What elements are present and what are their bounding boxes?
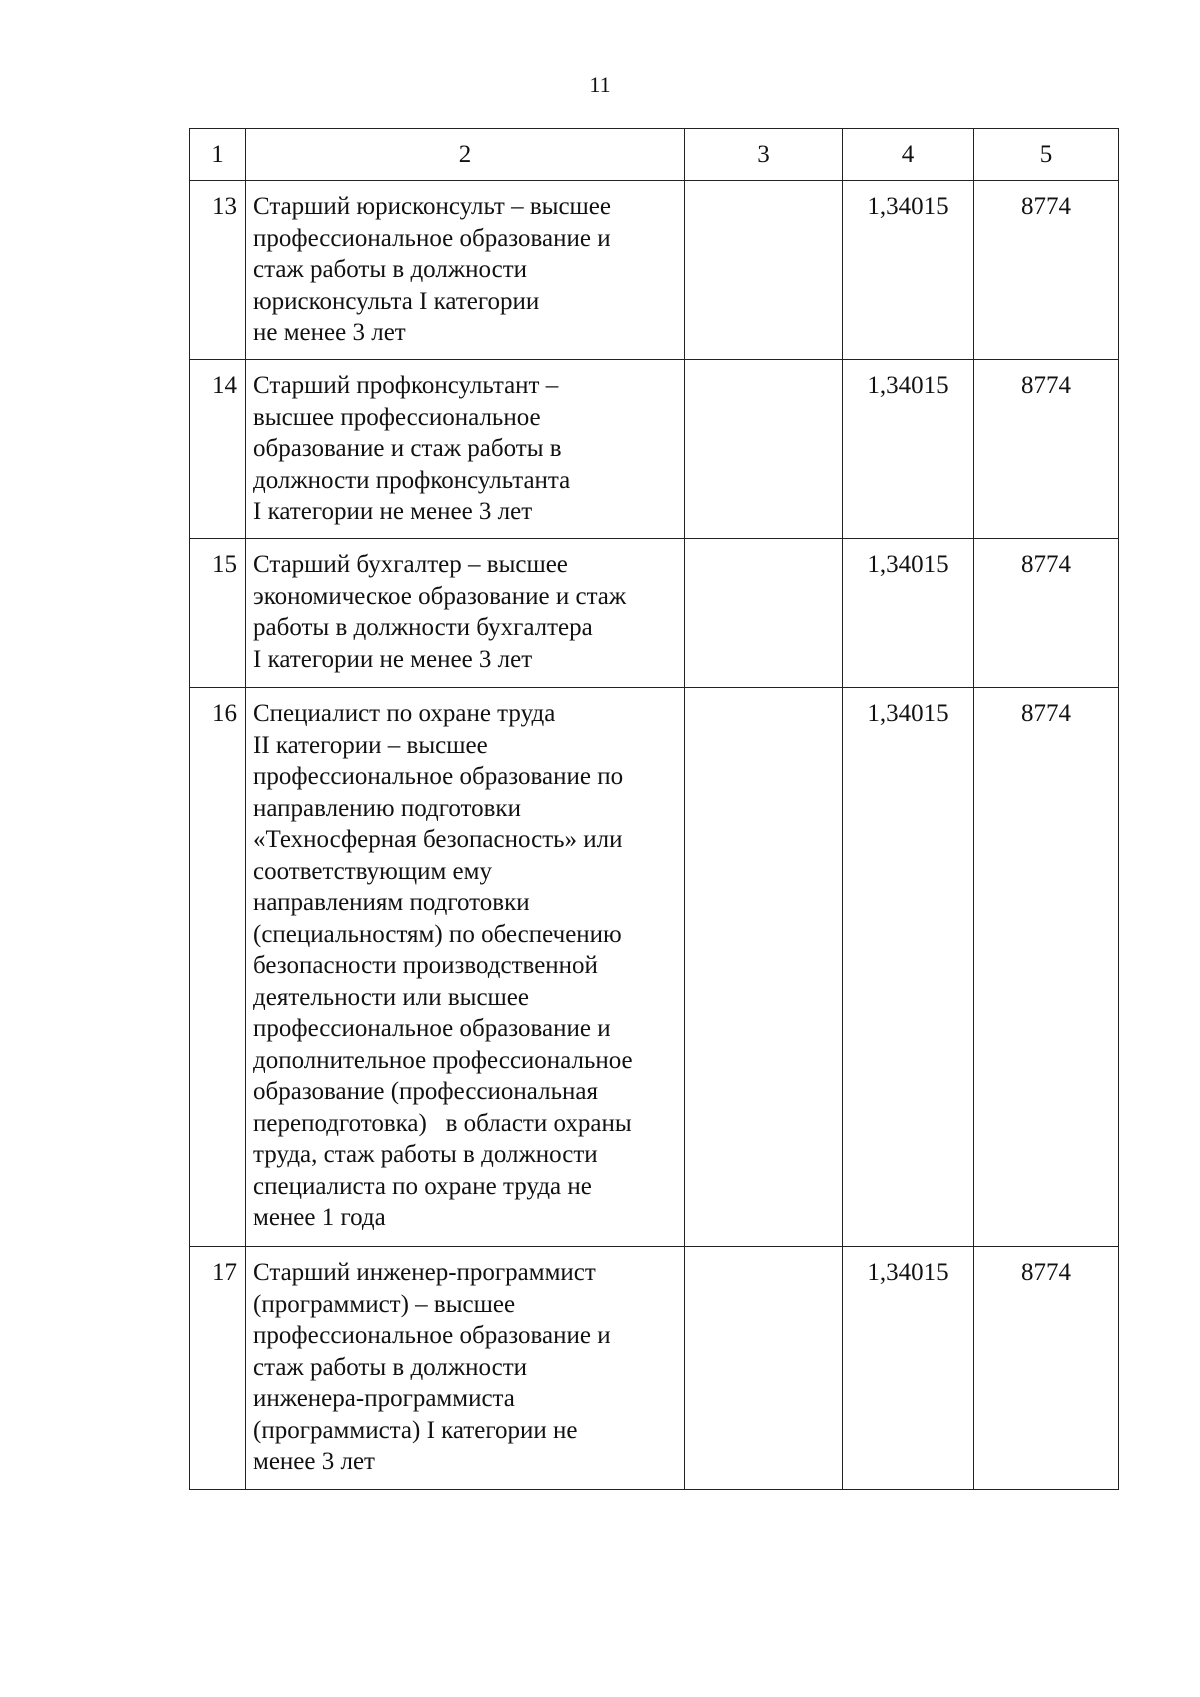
description-line: должности профконсультанта (253, 466, 571, 494)
description-line: соответствующим ему (253, 857, 492, 885)
description-line: профессиональное образование и (253, 224, 611, 252)
salary: 8774 (974, 181, 1119, 360)
description-line: безопасности производственной (253, 952, 598, 979)
description-line: направлениям подготовки (253, 889, 530, 916)
description-line: деятельности или высшее (253, 983, 529, 1011)
table-row (190, 1247, 1119, 1490)
table-row (190, 688, 1119, 1247)
description-line: переподготовка) в области охраны (253, 1109, 632, 1137)
position-description (246, 688, 685, 1247)
empty-cell (685, 181, 843, 360)
row-number: 14 (190, 360, 246, 539)
description-line: высшее профессиональное (253, 403, 541, 431)
header-col-3: 3 (685, 129, 843, 181)
description-line: юрисконсульта I категории (253, 287, 540, 315)
description-line: дополнительное профессиональное (253, 1046, 633, 1074)
coefficient: 1,34015 (843, 1247, 974, 1490)
description-line: образование (профессиональная (253, 1078, 598, 1105)
description-line: работы в должности бухгалтера (253, 614, 593, 641)
description-line: (программист) – высшее (253, 1290, 516, 1318)
description-line: I категории не менее 3 лет (253, 645, 533, 673)
description-line: менее 3 лет (253, 1448, 375, 1475)
description-line: направлению подготовки (253, 794, 521, 822)
description-line: инженера-программиста (253, 1385, 515, 1412)
position-description (246, 181, 685, 360)
description-line: образование и стаж работы в (253, 435, 562, 462)
description-line: Специалист по охране труда (253, 700, 556, 727)
empty-cell (685, 688, 843, 1247)
coefficient: 1,34015 (843, 181, 974, 360)
description-line: Старший юрисконсульт – высшее (253, 193, 611, 220)
empty-cell (685, 1247, 843, 1490)
row-number: 16 (190, 688, 246, 1247)
coefficient: 1,34015 (843, 688, 974, 1247)
description-line: (программиста) I категории не (253, 1416, 578, 1444)
description-line: Старший профконсультант – (253, 372, 559, 399)
description-line: профессиональное образование по (253, 763, 624, 790)
description-line: Старший инженер-программист (253, 1259, 596, 1286)
row-number: 15 (190, 539, 246, 688)
description-line: стаж работы в должности (253, 256, 527, 283)
header-col-4: 4 (843, 129, 974, 181)
position-description (246, 539, 685, 688)
description-line: труда, стаж работы в должности (253, 1141, 598, 1168)
coefficient: 1,34015 (843, 360, 974, 539)
description-line: менее 1 года (253, 1204, 386, 1231)
description-line: I категории не менее 3 лет (253, 498, 533, 525)
description-line: профессиональное образование и (253, 1322, 611, 1349)
description-line: профессиональное образование и (253, 1015, 611, 1042)
description-line: стаж работы в должности (253, 1353, 527, 1381)
description-line: не менее 3 лет (253, 319, 406, 346)
row-number: 13 (190, 181, 246, 360)
table-row (190, 539, 1119, 688)
salary: 8774 (974, 688, 1119, 1247)
description-line: экономическое образование и стаж (253, 582, 627, 610)
salary: 8774 (974, 539, 1119, 688)
description-line: Старший бухгалтер – высшее (253, 551, 568, 578)
description-line: (специальностям) по обеспечению (253, 920, 622, 948)
row-number: 17 (190, 1247, 246, 1490)
description-line: II категории – высшее (253, 731, 488, 759)
salary: 8774 (974, 360, 1119, 539)
empty-cell (685, 360, 843, 539)
position-description (246, 1247, 685, 1490)
description-line: «Техносферная безопасность» или (253, 826, 623, 853)
header-col-2: 2 (246, 129, 685, 181)
table-header-row (190, 129, 1119, 181)
page-number: 11 (589, 72, 611, 97)
position-description (246, 360, 685, 539)
description-line: специалиста по охране труда не (253, 1172, 592, 1200)
header-col-5: 5 (974, 129, 1119, 181)
positions-table (189, 128, 1119, 1490)
empty-cell (685, 539, 843, 688)
salary: 8774 (974, 1247, 1119, 1490)
coefficient: 1,34015 (843, 539, 974, 688)
table-row (190, 360, 1119, 539)
table-row (190, 181, 1119, 360)
header-col-1: 1 (190, 129, 246, 181)
